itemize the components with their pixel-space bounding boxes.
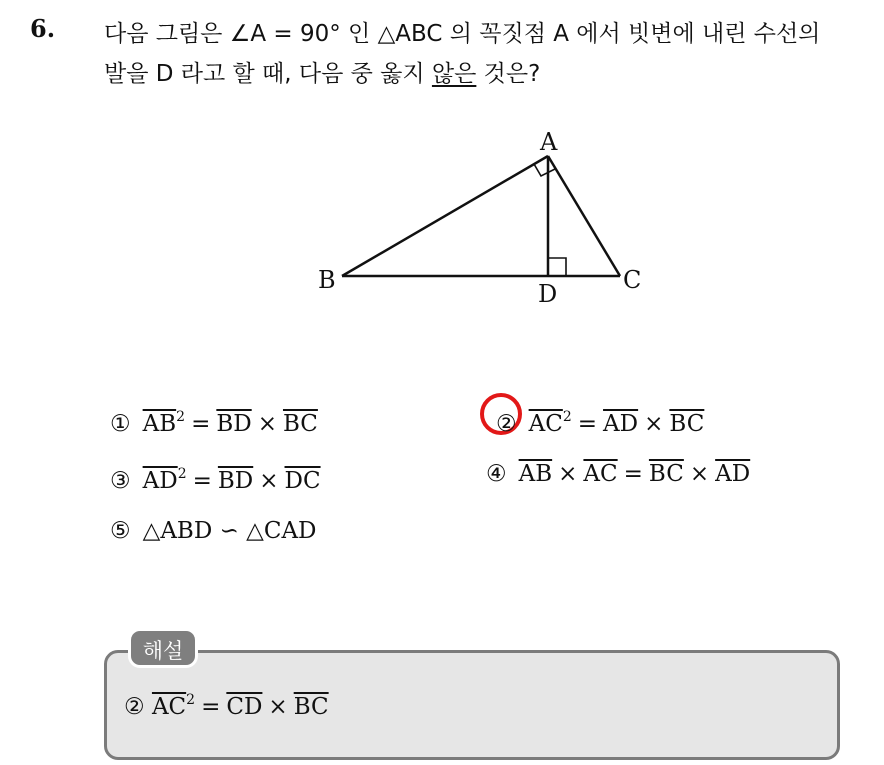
underlined-word: 않은 [431, 61, 477, 87]
choice-5[interactable]: ⑤ △ABD ∽ △CAD [110, 518, 317, 544]
label-c: C [623, 266, 642, 294]
label-d: D [538, 280, 558, 308]
choice-3[interactable]: ③ $\overline{AD}^2 = \overline{BD} \times \overline{DC}$ [110, 466, 321, 494]
question-text-line2: 발을 D 라고 할 때, 다음 중 옳지 않은 것은? [104, 61, 541, 87]
solution-label: 해설 [128, 628, 198, 668]
right-angle-mark-a [534, 164, 555, 176]
right-angle-mark-d [548, 258, 566, 276]
choice-2[interactable]: ② $\overline{AC}^2 = \overline{AD} \times \overline{BC}$ [496, 409, 705, 437]
triangle-figure [300, 118, 660, 308]
side-ab [342, 156, 548, 276]
question-number: 6. [30, 14, 56, 43]
solution-text: ② $\overline{AC}^2 = \overline{CD} \times \overline{BC}$ [124, 692, 329, 720]
choice-1[interactable]: ① $\overline{AB}^2 = \overline{BD} \times \overline{BC}$ [110, 409, 318, 437]
label-b: B [318, 266, 336, 294]
choice-4[interactable]: ④ $\overline{AB} \times \overline{AC} = \overline{BC} \times \overline{AD}$ [486, 461, 751, 487]
label-a: A [540, 128, 558, 156]
question-text [104, 14, 874, 94]
question-text-line1: 다음 그림은 ∠A = 90° 인 △ABC 의 꼭짓점 A 에서 빗변에 내린 수선의 [104, 21, 821, 47]
